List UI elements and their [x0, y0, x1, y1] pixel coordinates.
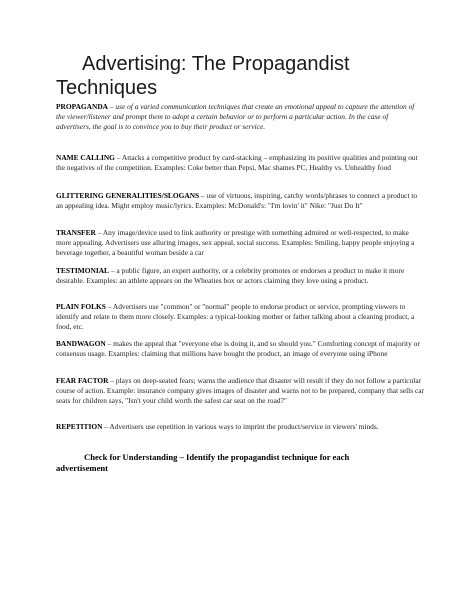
page-title: [56, 52, 436, 100]
term-description: – makes the appeal that "everyone else is doing it, and so should you." Comforting concept of majority or consensus usage. Examples: claiming that millions have bought the product, an image of everyone using iPhone: [56, 339, 420, 359]
term-label: TESTIMONIAL: [56, 266, 109, 275]
term-description: – plays on deep-seated fears; warns the audience that disaster will result if they do not follow a particular course of action. Example: insurance company gives images of disaster and warns not to be prepared, company that sells car seats for children says, "Isn't your child worth the safest car seat on the road?": [56, 376, 424, 406]
check-line-2: advertisement: [56, 463, 109, 473]
term-label: PLAIN FOLKS: [56, 302, 106, 311]
definition-transfer: [56, 228, 424, 259]
term-label: FEAR FACTOR: [56, 376, 109, 385]
definition-glittering-generalities: [56, 191, 424, 211]
term-description: – Advertisers use repetition in various ways to imprint the product/service in viewers' minds.: [102, 422, 379, 431]
term-description: – Any image/device used to link authority or prestige with something admired or well-respected, to make more appealing. Advertisers use alluring images, sex appeal, social success. Examples: Smiling, happy people enjoying a beverage together, a beautiful woman beside a car: [56, 228, 415, 258]
term-description: – Attacks a competitive product by card-stacking – emphasizing its positive qualities and pointing out the negatives of the competition. Examples: Coke better than Pepsi, Mac shames PC, Healthy vs. Unhealthy food: [56, 153, 418, 173]
term-description: – Advertisers use "common" or "normal" people to endorse product or service, prompting viewers to identify and relate to them more closely. Examples: a typical-looking mother or father talking about a cleaning product, a food, etc.: [56, 302, 415, 332]
definition-testimonial: [56, 266, 424, 286]
definition-propaganda: [56, 102, 424, 133]
term-label: GLITTERING GENERALITIES/SLOGANS: [56, 191, 200, 200]
term-description: – use of virtuous, inspiring, catchy words/phrases to connect a product to an appealing idea. Might employ music/lyrics. Examples: McDonald's: "I'm lovin' it" Nike: "Just Do It": [56, 191, 418, 211]
check-line-1: Check for Understanding – Identify the propagandist technique for each: [84, 452, 350, 462]
definition-name-calling: [56, 153, 424, 173]
term-label: BANDWAGON: [56, 339, 106, 348]
term-label: NAME CALLING: [56, 153, 115, 162]
term-description: – use of a varied communication techniques that create an emotional appeal to capture the attention of the viewer/listener and prompt them to adopt a certain behavior or to perform a particular action. In the case of advertisers, the goal is to convince you to buy their product or service.: [56, 102, 415, 132]
term-label: REPETITION: [56, 422, 103, 431]
definition-fear-factor: [56, 376, 424, 407]
term-label: PROPAGANDA: [56, 102, 109, 111]
definition-bandwagon: [56, 339, 424, 359]
check-for-understanding: [56, 452, 424, 474]
definition-plain-folks: [56, 302, 424, 333]
title-line-1: Advertising: The Propagandist: [82, 53, 350, 75]
definition-repetition: [56, 422, 424, 432]
title-line-2: Techniques: [56, 77, 158, 99]
term-label: TRANSFER: [56, 228, 96, 237]
term-description: – a public figure, an expert authority, or a celebrity promotes or endorses a product to make it more desirable. Examples: an athlete appears on the Wheaties box or actors claiming they love using a product.: [56, 266, 405, 286]
